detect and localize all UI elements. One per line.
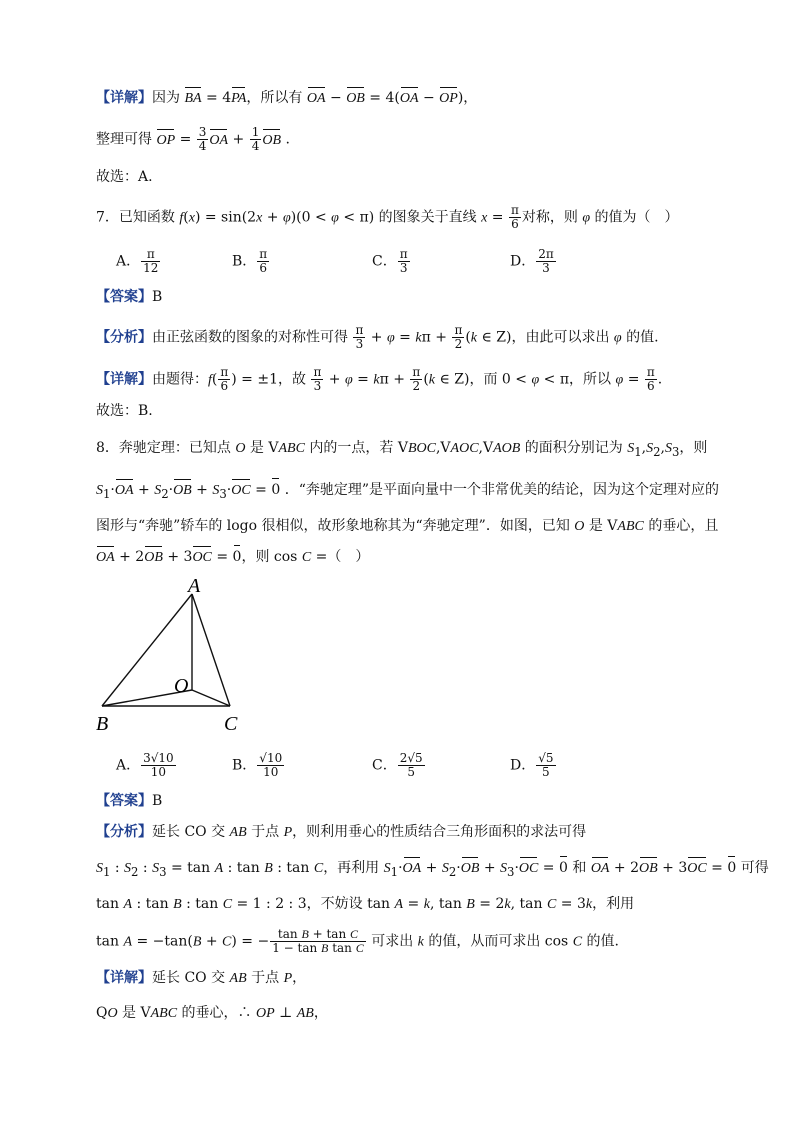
label-a: A xyxy=(188,575,201,597)
q8-option-a[interactable]: A． $\frac{3√10}{10}$ xyxy=(116,751,174,779)
q8-stem-line3: 图形与“奔驰”轿车的 logo 很相似，故形象地称其为“奔驰定理”．如图，已知 O 是 VABC 的垂心，且 xyxy=(96,518,719,534)
q7-option-d[interactable]: D． $\frac{2\pi}{3}$ xyxy=(510,247,554,275)
label-c: C xyxy=(224,713,238,735)
triangle-figure xyxy=(96,574,256,742)
q8-analysis-line3: tan A : tan B : tan C = 1 : 2 : 3，不妨设 tan A = k, tan B = 2k, tan C = 3k，利用 xyxy=(96,896,635,912)
p6-detail-line1 xyxy=(96,88,477,109)
q7-answer: 【答案】B xyxy=(96,289,163,305)
q7-analysis: 【分析】由正弦函数的图象的对称性可得 $\frac{\pi}{3}$ + φ = kπ + $\frac{\pi}{2}$ (k ∈ Z)，由此可以求出 φ 的值. xyxy=(96,323,659,351)
segment-oc xyxy=(192,690,230,706)
p6-choice: 故选：A. xyxy=(96,169,153,185)
q7-option-b[interactable]: B． $\frac{\pi}{6}$ xyxy=(232,247,268,275)
q8-detail-line1: 【详解】延长 CO 交 AB 于点 P， xyxy=(96,970,307,986)
q8-answer: 【答案】B xyxy=(96,793,163,809)
q8-option-b[interactable]: B． $\frac{√10}{10}$ xyxy=(232,751,283,779)
q8-stem-line1: 8．奔驰定理：已知点 O 是 VABC 内的一点，若 VBOC,VAOC,VAOB 的面积分别记为 $S_1,S_2,S_3$，则 xyxy=(96,440,708,459)
p6-detail-text: 因为 BA = 4PA，所以有 OA − OB = 4(OA − OP)， xyxy=(152,90,477,106)
edge-ac xyxy=(192,594,230,706)
q7-option-c[interactable]: C． $\frac{\pi}{3}$ xyxy=(372,247,408,275)
q8-option-c[interactable]: C． $\frac{2√5}{5}$ xyxy=(372,751,423,779)
q8-analysis-line1: 【分析】延长 CO 交 AB 于点 P，则利用垂心的性质结合三角形面积的求法可得 xyxy=(96,824,587,840)
q8-stem-line4: OA + 2OB + 3OC = 0，则 cos C =（ ） xyxy=(96,547,369,568)
label-b: B xyxy=(96,713,109,735)
q8-stem-line2: $S_1\cdot OA + S_2\cdot OB + S_3\cdot OC = 0$ ．“奔驰定理”是平面向量中一个非常优美的结论，因为这个定理对应的 xyxy=(96,482,720,501)
q8-detail-line2: QO 是 VABC 的垂心，∴ OP ⊥ AB， xyxy=(96,1005,328,1021)
detail-tag: 【详解】 xyxy=(96,90,152,106)
q8-option-d[interactable]: D． $\frac{√5}{5}$ xyxy=(510,751,554,779)
q8-analysis-line4: tan A = −tan(B + C) = − $\frac{\text{tan B + tan C}}{\text{1 − tan B tan C}}$ 可求出 k 的值，从而可求出 cos C 的值. xyxy=(96,927,619,955)
p6-detail-line2: 整理可得 OP = $\frac{3}{4}$ OA + $\frac{1}{4}$ OB . xyxy=(96,125,290,153)
q7-option-a[interactable]: A． $\frac{\pi}{12}$ xyxy=(116,247,159,275)
label-o: O xyxy=(174,675,189,697)
q7-stem: 7．已知函数 f(x) = sin(2x + φ)(0 < φ < π) 的图象关于直线 x = $\frac{\pi}{6}$ 对称，则 φ 的值为（ ） xyxy=(96,203,679,231)
q8-analysis-line2: $S_1$ : $S_2$ : $S_3 = \tan A$ : tan B : tan C，再利用 $S_1\cdot OA + S_2\cdot OB + S_3\cdot OC = 0$ 和 OA + 2OB + 3OC = 0 可得 xyxy=(96,860,769,879)
q7-choice: 故选：B. xyxy=(96,403,153,419)
q7-detail: 【详解】由题得：f( $\frac{\pi}{6}$ ) = ±1，故 $\frac{\pi}{3}$ + φ = kπ + $\frac{\pi}{2}$ (k ∈ Z)，而 0 < φ < π，所以 φ = $\frac{\pi}{6}$ . xyxy=(96,365,663,393)
